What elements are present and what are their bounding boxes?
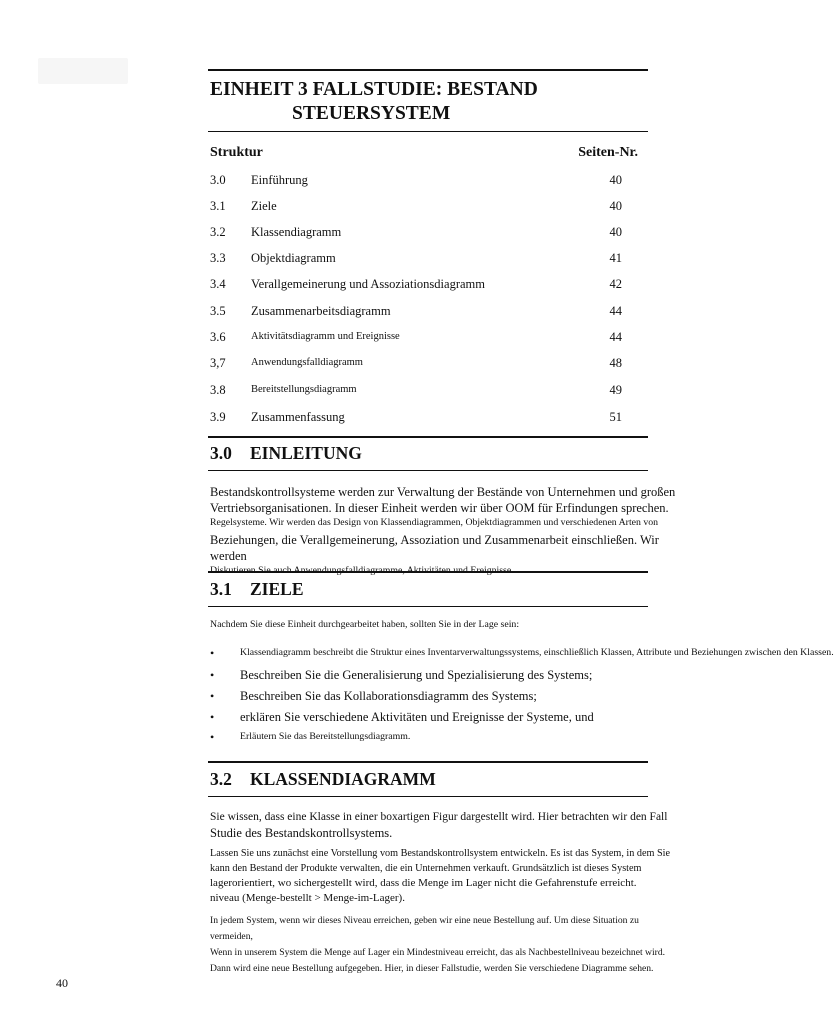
toc-label: Bereitstellungsdiagramm [251,384,357,395]
toc-row [210,225,622,241]
section-rule-top [208,761,648,763]
text-line: Beziehungen, die Verallgemeinerung, Assoziation und Zusammenarbeit einschließen. Wir werden [210,533,659,563]
toc-label: Zusammenarbeitsdiagramm [251,304,391,318]
section-heading-klassendiagramm [210,769,436,790]
toc-number: 3.9 [210,410,226,424]
page-number: 40 [56,976,68,990]
toc-header-structure: Struktur [210,145,263,160]
toc-page: 40 [609,225,622,239]
section-rule-top [208,571,648,573]
toc-number: 3.8 [210,383,226,397]
section-title: ZIELE [250,579,304,599]
klassendiagramm-paragraph-3 [210,913,680,977]
unit-title-line2: STEUERSYSTEM [292,103,451,124]
text-line: Lassen Sie uns zunächst eine Vorstellung vom Bestandskontrollsystem entwickeln. Es ist das System, in dem Sie [210,848,670,859]
section-title: EINLEITUNG [250,443,362,463]
toc-row [210,173,622,189]
toc-number: 3.0 [210,173,226,187]
bullet-text: Erläutern Sie das Bereitstellungsdiagramm. [240,731,411,742]
section-number: 3.2 [210,769,232,789]
toc-number: 3.3 [210,251,226,265]
bullet-text: erklären Sie verschiedene Aktivitäten und Ereignisse der Systeme, und [240,710,594,724]
toc-page: 40 [609,173,622,187]
text-line: Vertriebsorganisationen. In dieser Einheit werden wir über OOM für Erfindungen sprechen. [210,501,669,515]
top-rule [208,69,648,71]
toc-label: Ziele [251,199,277,213]
toc-row [210,277,622,293]
toc-page: 44 [609,330,622,344]
toc-number: 3.6 [210,330,226,344]
bullet-dot: • [210,710,215,724]
toc-header-page: Seiten-Nr. [578,145,638,160]
toc-page: 49 [609,383,622,397]
toc-page: 42 [609,277,622,291]
section-number: 3.0 [210,443,232,463]
bullet-dot: • [210,689,215,703]
section-rule-top [208,436,648,438]
toc-number: 3,7 [210,356,226,370]
section-rule-bottom [208,796,648,797]
text-line: Dann wird eine neue Bestellung aufgegeben. Hier, in dieser Fallstudie, werden Sie verschiedene Diagramme sehen. [210,963,654,974]
toc-number: 3.4 [210,277,226,291]
einleitung-paragraph [210,484,680,578]
toc-label: Objektdiagramm [251,251,336,265]
toc-number: 3.1 [210,199,226,213]
klassendiagramm-paragraph-2 [210,846,680,906]
toc-page: 44 [609,304,622,318]
bullet-text: Beschreiben Sie die Generalisierung und Spezialisierung des Systems; [240,668,593,682]
text-line: In jedem System, wenn wir dieses Niveau erreichen, geben wir eine neue Bestellung auf. Um diese Situation zu vermeiden, [210,915,639,942]
toc-label: Klassendiagramm [251,225,342,239]
section-rule-bottom [208,606,648,607]
toc-row [210,356,622,372]
section-number: 3.1 [210,579,232,599]
toc-row [210,304,622,320]
text-line: lagerorientiert, wo sichergestellt wird, dass die Menge im Lager nicht die Gefahrenstufe erreicht. [210,877,637,889]
toc-row [210,330,622,346]
bullet-dot: • [210,646,215,660]
toc-label: Anwendungsfalldiagramm [251,357,363,368]
section-title: KLASSENDIAGRAMM [250,769,436,789]
bullet-text: Klassendiagramm beschreibt die Struktur eines Inventarverwaltungssystems, einschließlich Klassen, Attribute und Beziehungen zwischen den Klassen. [240,647,834,658]
toc-label: Einführung [251,173,308,187]
toc-row [210,251,622,267]
toc-row [210,199,622,215]
section-heading-einleitung [210,443,362,464]
toc-page: 48 [609,356,622,370]
title-bottom-rule [208,131,648,132]
toc-number: 3.5 [210,304,226,318]
toc-page: 41 [609,251,622,265]
text-line: niveau (Menge-bestellt > Menge-im-Lager). [210,892,405,904]
text-line: Bestandskontrollsysteme werden zur Verwaltung der Bestände von Unternehmen und großen [210,485,676,499]
toc-label: Verallgemeinerung und Assoziationsdiagramm [251,277,485,291]
text-line: Wenn in unserem System die Menge auf Lager ein Mindestniveau erreicht, das als Nachbestellniveau bezeichnet wird. [210,947,666,958]
text-line: Studie des Bestandskontrollsystems. [210,826,393,840]
toc-number: 3.2 [210,225,226,239]
section-heading-ziele [210,579,304,600]
ziele-intro: Nachdem Sie diese Einheit durchgearbeitet haben, sollten Sie in der Lage sein: [210,619,520,630]
bullet-dot: • [210,730,215,744]
toc-label: Zusammenfassung [251,410,345,424]
text-line: Regelsysteme. Wir werden das Design von Klassendiagrammen, Objektdiagrammen und verschiedenen Arten von [210,517,659,528]
bullet-text: Beschreiben Sie das Kollaborationsdiagramm des Systems; [240,689,537,703]
text-line: kann den Bestand der Produkte verwalten, die ein Unternehmen verkauft. Grundsätzlich ist dieses System [210,863,642,874]
toc-header [210,145,638,161]
text-line: Diskutieren Sie auch Anwendungsfalldiagramme, Aktivitäten und Ereignisse. [210,565,514,576]
text-line: Sie wissen, dass eine Klasse in einer boxartigen Figur dargestellt wird. Hier betrachten wir den Fall [210,811,668,823]
toc-page: 40 [609,199,622,213]
toc-label: Aktivitätsdiagramm und Ereignisse [251,331,400,342]
toc-row [210,410,622,426]
toc-row [210,383,622,399]
klassendiagramm-paragraph-1 [210,809,680,841]
faded-header-mark [38,58,128,84]
section-rule-bottom [208,470,648,471]
unit-title-line1: EINHEIT 3 FALLSTUDIE: BESTAND [210,79,538,100]
toc-page: 51 [609,410,622,424]
unit-title [210,78,650,126]
bullet-dot: • [210,668,215,682]
